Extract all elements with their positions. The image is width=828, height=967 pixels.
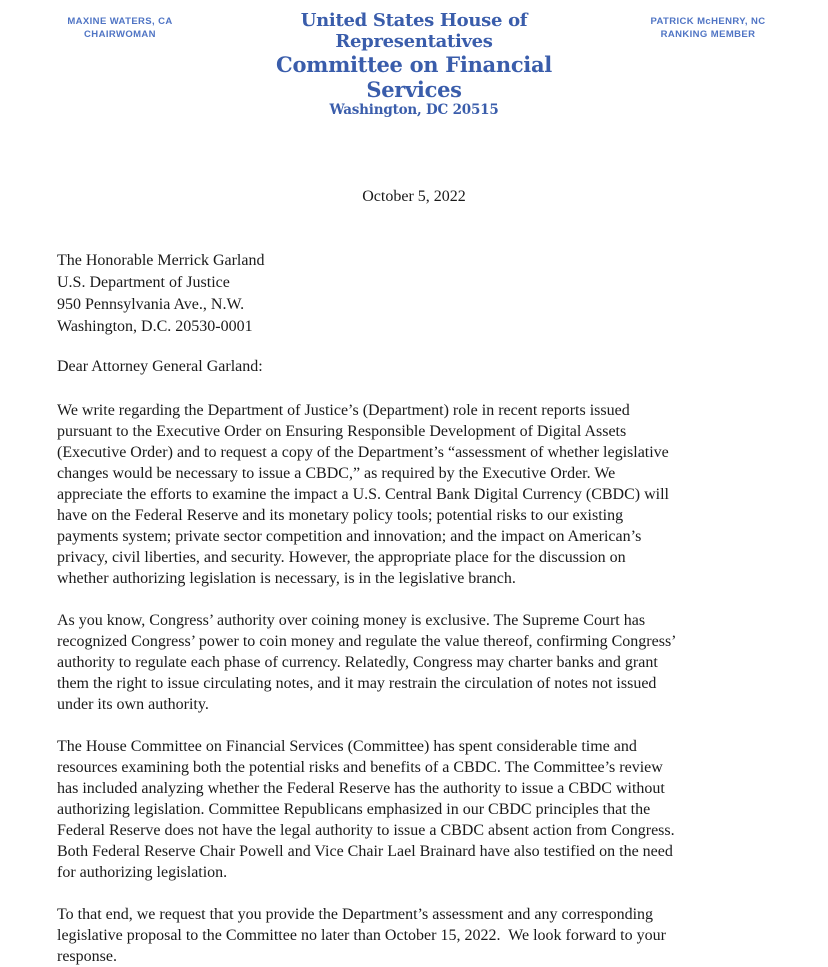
text-line: appreciate the efforts to examine the impact a U.S. Central Bank Digital Currency (CBDC) will [57, 486, 669, 503]
text-line: response. [57, 948, 117, 965]
paragraph-4 [57, 904, 828, 967]
ranking-member-title: RANKING MEMBER [660, 29, 756, 40]
text-line: changes would be necessary to issue a CBDC,” as required by the Executive Order. We [57, 465, 616, 482]
text-line: As you know, Congress’ authority over coining money is exclusive. The Supreme Court has [57, 612, 646, 629]
text-line: Federal Reserve does not have the legal authority to issue a CBDC absent action from Congress. [57, 822, 675, 839]
letterhead-line-house: United States House of Representatives [300, 10, 528, 52]
text-line: resources examining both the potential risks and benefits of a CBDC. The Committee’s review [57, 759, 663, 776]
text-line: legislative proposal to the Committee no later than October 15, 2022. We look forward to your [57, 927, 666, 944]
text-line: recognized Congress’ power to coin money and regulate the value thereof, confirming Congress’ [57, 633, 677, 650]
text-line: Both Federal Reserve Chair Powell and Vice Chair Lael Brainard have also testified on the need [57, 843, 673, 860]
text-line: payments system; private sector competition and innovation; and the impact on American’s [57, 528, 642, 545]
text-line: U.S. Department of Justice [57, 274, 230, 291]
committee-letterhead-title [240, 10, 588, 118]
paragraph-2 [57, 610, 828, 715]
text-line: (Executive Order) and to request a copy of the Department’s “assessment of whether legislative [57, 444, 669, 461]
ranking-member-name: PATRICK McHENRY, NC [650, 16, 766, 27]
letter-body [0, 400, 828, 967]
salutation: Dear Attorney General Garland: [57, 358, 263, 375]
ranking-member-block [588, 10, 828, 41]
letterhead-line-committee: Committee on Financial Services [276, 52, 552, 102]
text-line: whether authorizing legislation is necessary, is in the legislative branch. [57, 570, 516, 587]
recipient-address [57, 250, 828, 338]
text-line: To that end, we request that you provide the Department’s assessment and any corresponding [57, 906, 654, 923]
text-line: 950 Pennsylvania Ave., N.W. [57, 296, 245, 313]
paragraph-1 [57, 400, 828, 589]
text-line: has included analyzing whether the Federal Reserve has the authority to issue a CBDC without [57, 780, 665, 797]
chairwoman-title: CHAIRWOMAN [84, 29, 156, 40]
text-line: We write regarding the Department of Justice’s (Department) role in recent reports issued [57, 402, 630, 419]
text-line: privacy, civil liberties, and security. However, the appropriate place for the discussion on [57, 549, 626, 566]
letterhead [0, 0, 828, 118]
letter-date: October 5, 2022 [362, 188, 466, 205]
text-line: Washington, D.C. 20530-0001 [57, 318, 253, 335]
paragraph-3 [57, 736, 828, 883]
text-line: have on the Federal Reserve and its monetary policy tools; potential risks to our existing [57, 507, 624, 524]
text-line: for authorizing legislation. [57, 864, 228, 881]
chairwoman-name: MAXINE WATERS, CA [67, 16, 173, 27]
text-line: them the right to issue circulating notes, and it may restrain the circulation of notes not issued [57, 675, 657, 692]
text-line: The Honorable Merrick Garland [57, 252, 265, 269]
text-line: under its own authority. [57, 696, 209, 713]
chairwoman-block [0, 10, 240, 41]
letterhead-line-address: Washington, DC 20515 [329, 102, 499, 118]
text-line: authorizing legislation. Committee Republicans emphasized in our CBDC principles that the [57, 801, 651, 818]
text-line: pursuant to the Executive Order on Ensuring Responsible Development of Digital Assets [57, 423, 627, 440]
text-line: The House Committee on Financial Services (Committee) has spent considerable time and [57, 738, 637, 755]
text-line: authority to regulate each phase of currency. Relatedly, Congress may charter banks and grant [57, 654, 658, 671]
